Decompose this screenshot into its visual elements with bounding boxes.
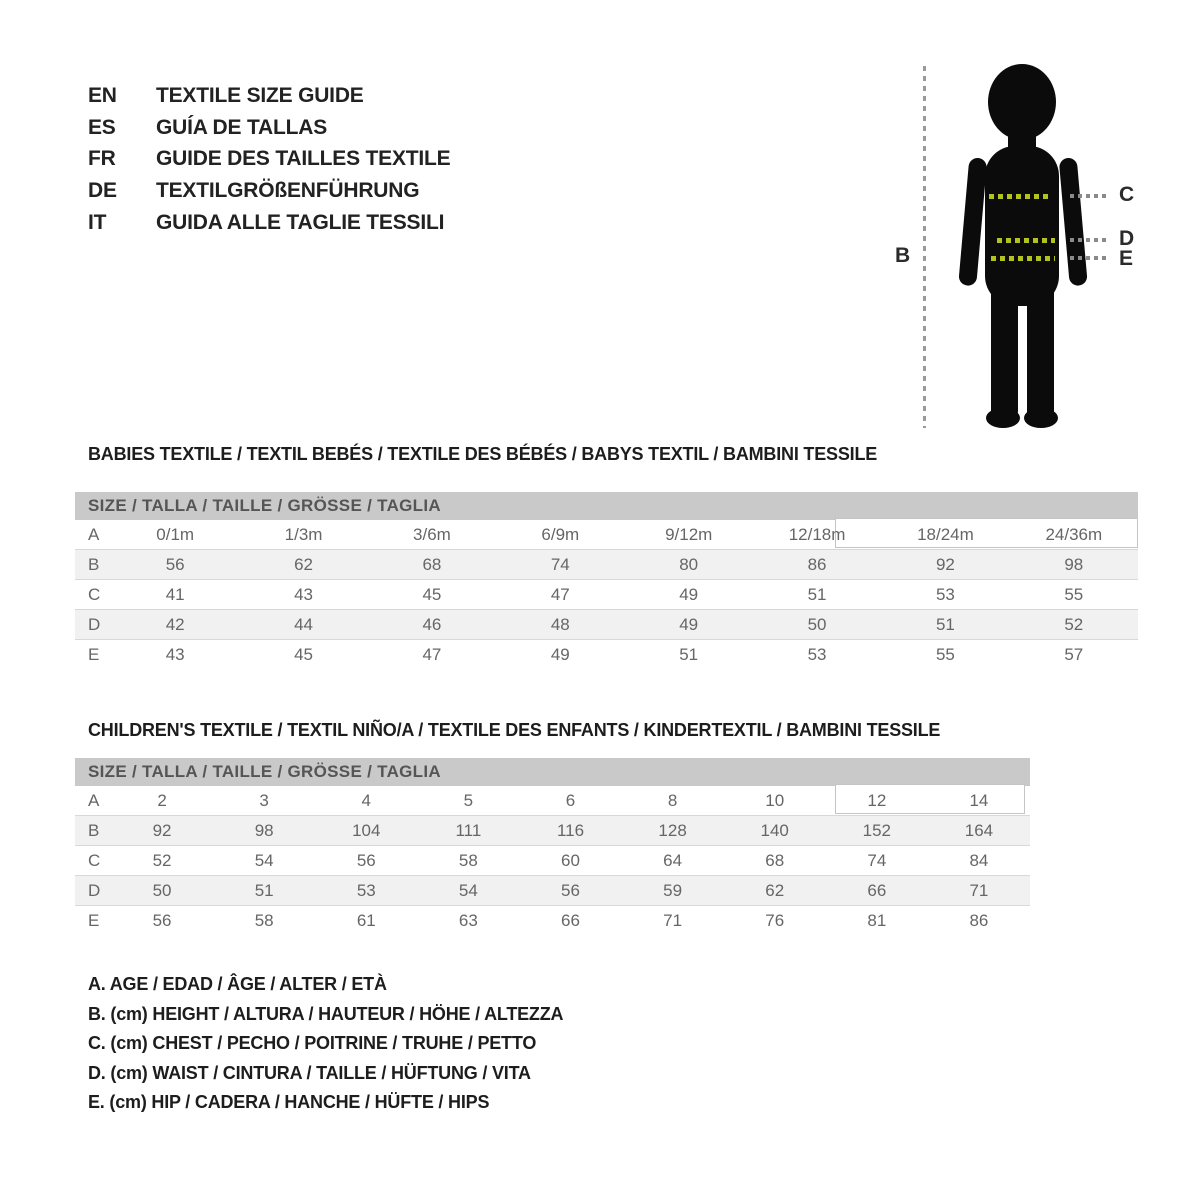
children-size-table	[75, 758, 1030, 936]
table-cell: 61	[356, 911, 376, 930]
table-cell: 80	[679, 554, 699, 574]
measure-label-c: C	[1119, 183, 1135, 206]
row-label: D	[88, 614, 101, 634]
table-cell: 62	[294, 554, 314, 574]
table-row	[75, 610, 1138, 640]
table-cell: 53	[807, 645, 827, 664]
table-cell: 12/18m	[788, 524, 846, 544]
table-cell: 42	[165, 614, 185, 634]
table-row	[75, 906, 1030, 936]
table-cell: 49	[679, 584, 699, 604]
table-row	[75, 816, 1030, 846]
language-code: EN	[88, 83, 117, 107]
table-cell: 50	[807, 614, 827, 634]
table-cell: 5	[463, 790, 474, 810]
table-cell: 51	[254, 880, 274, 900]
table-cell: 140	[760, 820, 789, 840]
guide-title-en: TEXTILE SIZE GUIDE	[156, 83, 364, 107]
table-cell: 12	[867, 790, 887, 810]
table-cell: 66	[561, 911, 580, 930]
row-label: A	[88, 790, 100, 810]
table-cell: 48	[550, 614, 570, 634]
table-cell: 104	[352, 820, 381, 840]
hip-measure-leader	[1070, 256, 1106, 260]
table-cell: 51	[935, 614, 955, 634]
table-row	[75, 876, 1030, 906]
table-cell: 8	[667, 790, 678, 810]
table-cell: 53	[935, 584, 955, 604]
table-cell: 54	[254, 850, 274, 870]
babies-size-table	[75, 492, 1138, 670]
language-row-de	[88, 175, 450, 207]
measure-label-e: E	[1119, 247, 1134, 270]
table-cell: 43	[294, 584, 314, 604]
child-silhouette-icon	[953, 62, 1093, 434]
table-cell: 2	[157, 790, 167, 810]
row-label: D	[88, 880, 101, 900]
table-cell: 84	[969, 850, 989, 870]
language-code: DE	[88, 179, 117, 203]
table-cell: 53	[356, 880, 376, 900]
table-cell: 68	[765, 850, 785, 870]
table-cell: 152	[862, 820, 891, 840]
table-cell: 98	[1064, 554, 1084, 574]
table-cell: 63	[458, 911, 478, 930]
language-code: IT	[88, 211, 107, 235]
measure-label-b: B	[895, 244, 911, 267]
table-cell: 6/9m	[541, 524, 580, 544]
height-measure-line-b	[923, 66, 926, 428]
chest-measure-leader	[1070, 194, 1106, 198]
legend-line-chest: C. (cm) CHEST / PECHO / POITRINE / TRUHE / PETTO	[88, 1033, 537, 1053]
table-cell: 76	[765, 911, 785, 930]
table-cell: 54	[458, 880, 478, 900]
waist-measure-leader	[1070, 238, 1106, 242]
size-header-bar: SIZE / TALLA / TAILLE / GRÖSSE / TAGLIA	[75, 758, 1030, 786]
table-cell: 74	[550, 554, 570, 574]
table-cell: 81	[867, 911, 887, 930]
table-cell: 74	[867, 850, 887, 870]
table-cell: 62	[765, 880, 785, 900]
table-cell: 92	[935, 554, 955, 574]
waist-measure-line	[997, 238, 1055, 243]
table-cell: 68	[422, 554, 442, 574]
table-row	[75, 550, 1138, 580]
language-row-es	[88, 112, 450, 144]
table-row	[75, 520, 1138, 550]
table-cell: 66	[867, 880, 887, 900]
table-cell: 52	[1064, 614, 1084, 634]
table-row	[75, 846, 1030, 876]
row-label: B	[88, 554, 100, 574]
table-cell: 10	[765, 790, 785, 810]
table-cell: 55	[1064, 584, 1084, 604]
legend-line-height: B. (cm) HEIGHT / ALTURA / HAUTEUR / HÖHE / ALTEZZA	[88, 1003, 564, 1024]
table-cell: 1/3m	[284, 524, 323, 544]
table-cell: 128	[658, 820, 687, 840]
table-cell: 9/12m	[665, 524, 713, 544]
table-cell: 45	[294, 645, 314, 664]
table-cell: 4	[361, 790, 371, 810]
size-header-bar: SIZE / TALLA / TAILLE / GRÖSSE / TAGLIA	[75, 492, 1138, 520]
table-cell: 43	[165, 645, 185, 664]
table-cell: 56	[561, 880, 580, 900]
table-cell: 49	[550, 645, 570, 664]
table-cell: 3	[259, 790, 269, 810]
table-cell: 71	[663, 911, 683, 930]
guide-title-de: TEXTILGRÖßENFÜHRUNG	[156, 179, 420, 203]
table-row	[75, 640, 1138, 670]
row-label: C	[88, 850, 101, 870]
measure-label-d: D	[1119, 227, 1135, 250]
table-cell: 58	[254, 911, 274, 930]
table-cell: 86	[969, 911, 989, 930]
row-label: C	[88, 584, 101, 604]
language-row-it	[88, 207, 450, 239]
hip-measure-line	[991, 256, 1055, 261]
table-cell: 164	[964, 820, 994, 840]
table-cell: 47	[422, 645, 442, 664]
table-cell: 59	[663, 880, 683, 900]
table-cell: 116	[556, 820, 585, 840]
table-cell: 45	[422, 584, 442, 604]
table-cell: 18/24m	[917, 524, 974, 544]
guide-title-es: GUÍA DE TALLAS	[156, 115, 328, 139]
table-cell: 0/1m	[156, 524, 195, 544]
table-row	[75, 786, 1030, 816]
row-label: A	[88, 524, 100, 544]
table-cell: 3/6m	[413, 524, 451, 544]
table-cell: 86	[807, 554, 827, 574]
guide-title-fr: GUIDE DES TAILLES TEXTILE	[156, 147, 451, 171]
table-cell: 56	[152, 911, 172, 930]
table-cell: 58	[458, 850, 478, 870]
chest-measure-line	[989, 194, 1051, 199]
table-cell: 92	[152, 820, 172, 840]
table-cell: 51	[679, 645, 699, 664]
table-cell: 6	[565, 790, 576, 810]
table-cell: 60	[561, 850, 580, 870]
babies-section-title: BABIES TEXTILE / TEXTIL BEBÉS / TEXTILE DES BÉBÉS / BABYS TEXTIL / BAMBINI TESSILE	[88, 444, 878, 464]
table-cell: 71	[969, 880, 989, 900]
children-table-rows	[75, 786, 1030, 936]
table-cell: 57	[1064, 645, 1084, 664]
table-cell: 14	[969, 790, 989, 810]
table-cell: 50	[152, 880, 172, 900]
language-code: ES	[88, 115, 116, 139]
table-cell: 64	[663, 850, 683, 870]
row-label: B	[88, 820, 100, 840]
table-cell: 49	[679, 614, 699, 634]
table-cell: 51	[807, 584, 827, 604]
row-label: E	[88, 645, 100, 664]
language-title-block	[88, 80, 450, 239]
table-row	[75, 580, 1138, 610]
table-cell: 24/36m	[1045, 524, 1103, 544]
legend-line-age: A. AGE / EDAD / ÂGE / ALTER / ETÀ	[88, 974, 387, 994]
table-cell: 98	[254, 820, 274, 840]
measurement-legend	[88, 970, 563, 1118]
table-cell: 41	[165, 584, 185, 604]
language-row-fr	[88, 144, 450, 176]
table-cell: 46	[422, 614, 442, 634]
table-cell: 44	[294, 614, 314, 634]
language-code: FR	[88, 147, 116, 171]
table-cell: 52	[152, 850, 172, 870]
legend-line-waist: D. (cm) WAIST / CINTURA / TAILLE / HÜFTUNG / VITA	[88, 1062, 531, 1083]
row-label: E	[88, 911, 100, 930]
legend-line-hip: E. (cm) HIP / CADERA / HANCHE / HÜFTE / HIPS	[88, 1092, 490, 1112]
table-cell: 56	[356, 850, 376, 870]
table-cell: 55	[935, 645, 955, 664]
table-cell: 56	[165, 554, 185, 574]
table-cell: 111	[455, 820, 482, 840]
language-row-en	[88, 80, 450, 112]
children-section-title: CHILDREN'S TEXTILE / TEXTIL NIÑO/A / TEXTILE DES ENFANTS / KINDERTEXTIL / BAMBINI TESSILE	[88, 720, 941, 740]
babies-table-rows	[75, 520, 1138, 670]
guide-title-it: GUIDA ALLE TAGLIE TESSILI	[156, 211, 445, 235]
table-cell: 47	[550, 584, 570, 604]
